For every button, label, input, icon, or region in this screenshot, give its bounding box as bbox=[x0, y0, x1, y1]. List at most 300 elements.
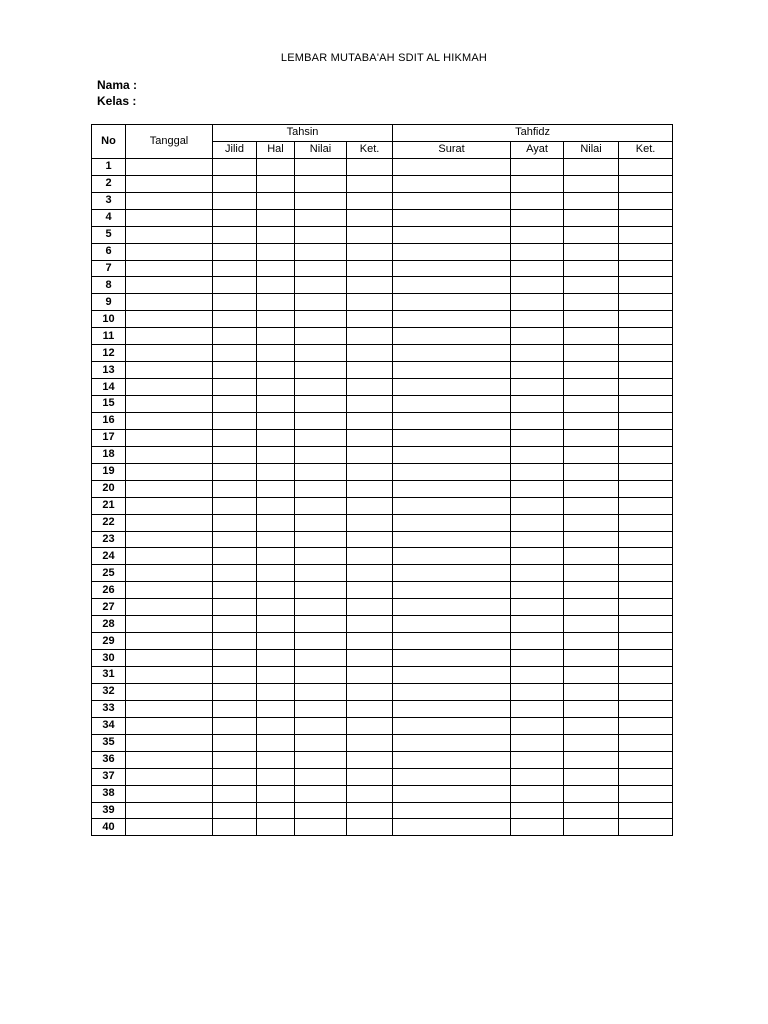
cell-ayat[interactable] bbox=[511, 802, 564, 819]
cell-tahfidz-ket[interactable] bbox=[619, 785, 673, 802]
cell-tahsin-ket[interactable] bbox=[347, 412, 393, 429]
cell-ayat[interactable] bbox=[511, 480, 564, 497]
cell-tahsin-ket[interactable] bbox=[347, 260, 393, 277]
cell-ayat[interactable] bbox=[511, 751, 564, 768]
cell-jilid[interactable] bbox=[213, 209, 257, 226]
cell-tahfidz-ket[interactable] bbox=[619, 260, 673, 277]
cell-tahfidz-ket[interactable] bbox=[619, 345, 673, 362]
cell-tahfidz-nilai[interactable] bbox=[564, 751, 619, 768]
cell-tahfidz-ket[interactable] bbox=[619, 480, 673, 497]
cell-tahsin-nilai[interactable] bbox=[295, 446, 347, 463]
cell-hal[interactable] bbox=[257, 446, 295, 463]
cell-hal[interactable] bbox=[257, 599, 295, 616]
cell-tahsin-nilai[interactable] bbox=[295, 785, 347, 802]
cell-hal[interactable] bbox=[257, 260, 295, 277]
cell-ayat[interactable] bbox=[511, 700, 564, 717]
cell-surat[interactable] bbox=[393, 768, 511, 785]
cell-tahfidz-ket[interactable] bbox=[619, 548, 673, 565]
cell-tanggal[interactable] bbox=[126, 700, 213, 717]
cell-surat[interactable] bbox=[393, 396, 511, 413]
cell-hal[interactable] bbox=[257, 311, 295, 328]
cell-tanggal[interactable] bbox=[126, 599, 213, 616]
cell-hal[interactable] bbox=[257, 158, 295, 175]
cell-tahfidz-nilai[interactable] bbox=[564, 446, 619, 463]
cell-tahsin-ket[interactable] bbox=[347, 717, 393, 734]
cell-tahsin-nilai[interactable] bbox=[295, 497, 347, 514]
cell-jilid[interactable] bbox=[213, 328, 257, 345]
cell-surat[interactable] bbox=[393, 616, 511, 633]
cell-surat[interactable] bbox=[393, 260, 511, 277]
cell-tahsin-nilai[interactable] bbox=[295, 328, 347, 345]
cell-tahfidz-nilai[interactable] bbox=[564, 548, 619, 565]
cell-tahsin-nilai[interactable] bbox=[295, 514, 347, 531]
cell-hal[interactable] bbox=[257, 192, 295, 209]
cell-hal[interactable] bbox=[257, 243, 295, 260]
cell-tahsin-ket[interactable] bbox=[347, 175, 393, 192]
cell-jilid[interactable] bbox=[213, 294, 257, 311]
cell-jilid[interactable] bbox=[213, 429, 257, 446]
cell-jilid[interactable] bbox=[213, 683, 257, 700]
cell-hal[interactable] bbox=[257, 463, 295, 480]
cell-tahfidz-nilai[interactable] bbox=[564, 209, 619, 226]
cell-jilid[interactable] bbox=[213, 226, 257, 243]
cell-tahsin-ket[interactable] bbox=[347, 209, 393, 226]
cell-ayat[interactable] bbox=[511, 277, 564, 294]
cell-tahsin-ket[interactable] bbox=[347, 650, 393, 667]
cell-tanggal[interactable] bbox=[126, 226, 213, 243]
cell-tahsin-ket[interactable] bbox=[347, 480, 393, 497]
cell-tahfidz-nilai[interactable] bbox=[564, 294, 619, 311]
cell-tahfidz-ket[interactable] bbox=[619, 294, 673, 311]
cell-ayat[interactable] bbox=[511, 616, 564, 633]
cell-tanggal[interactable] bbox=[126, 463, 213, 480]
cell-tanggal[interactable] bbox=[126, 158, 213, 175]
cell-tanggal[interactable] bbox=[126, 192, 213, 209]
cell-tanggal[interactable] bbox=[126, 277, 213, 294]
cell-tanggal[interactable] bbox=[126, 667, 213, 684]
cell-ayat[interactable] bbox=[511, 379, 564, 396]
cell-tanggal[interactable] bbox=[126, 260, 213, 277]
cell-jilid[interactable] bbox=[213, 599, 257, 616]
cell-tahfidz-nilai[interactable] bbox=[564, 412, 619, 429]
cell-tanggal[interactable] bbox=[126, 616, 213, 633]
cell-surat[interactable] bbox=[393, 819, 511, 836]
cell-tahsin-nilai[interactable] bbox=[295, 429, 347, 446]
cell-ayat[interactable] bbox=[511, 463, 564, 480]
cell-tahsin-ket[interactable] bbox=[347, 311, 393, 328]
cell-tahsin-ket[interactable] bbox=[347, 226, 393, 243]
cell-tahsin-nilai[interactable] bbox=[295, 396, 347, 413]
cell-tahsin-ket[interactable] bbox=[347, 379, 393, 396]
cell-surat[interactable] bbox=[393, 226, 511, 243]
cell-tahfidz-nilai[interactable] bbox=[564, 785, 619, 802]
cell-tahsin-ket[interactable] bbox=[347, 734, 393, 751]
cell-tanggal[interactable] bbox=[126, 717, 213, 734]
cell-tahsin-ket[interactable] bbox=[347, 294, 393, 311]
cell-tahfidz-ket[interactable] bbox=[619, 226, 673, 243]
cell-ayat[interactable] bbox=[511, 497, 564, 514]
cell-tahfidz-nilai[interactable] bbox=[564, 514, 619, 531]
cell-hal[interactable] bbox=[257, 734, 295, 751]
cell-surat[interactable] bbox=[393, 599, 511, 616]
cell-tahsin-nilai[interactable] bbox=[295, 683, 347, 700]
cell-ayat[interactable] bbox=[511, 328, 564, 345]
cell-tahfidz-nilai[interactable] bbox=[564, 531, 619, 548]
cell-surat[interactable] bbox=[393, 802, 511, 819]
cell-tahfidz-ket[interactable] bbox=[619, 396, 673, 413]
cell-jilid[interactable] bbox=[213, 717, 257, 734]
cell-tahfidz-nilai[interactable] bbox=[564, 158, 619, 175]
cell-tahsin-ket[interactable] bbox=[347, 446, 393, 463]
cell-tahfidz-ket[interactable] bbox=[619, 277, 673, 294]
cell-tahsin-ket[interactable] bbox=[347, 700, 393, 717]
cell-tahfidz-nilai[interactable] bbox=[564, 226, 619, 243]
cell-tanggal[interactable] bbox=[126, 412, 213, 429]
cell-tahfidz-nilai[interactable] bbox=[564, 243, 619, 260]
cell-tahsin-nilai[interactable] bbox=[295, 362, 347, 379]
cell-tahfidz-ket[interactable] bbox=[619, 734, 673, 751]
cell-ayat[interactable] bbox=[511, 633, 564, 650]
cell-jilid[interactable] bbox=[213, 412, 257, 429]
cell-ayat[interactable] bbox=[511, 650, 564, 667]
cell-tahsin-ket[interactable] bbox=[347, 785, 393, 802]
cell-ayat[interactable] bbox=[511, 412, 564, 429]
cell-tahsin-nilai[interactable] bbox=[295, 734, 347, 751]
cell-tanggal[interactable] bbox=[126, 243, 213, 260]
cell-tahsin-ket[interactable] bbox=[347, 667, 393, 684]
cell-tahfidz-nilai[interactable] bbox=[564, 599, 619, 616]
cell-surat[interactable] bbox=[393, 667, 511, 684]
cell-hal[interactable] bbox=[257, 768, 295, 785]
cell-tanggal[interactable] bbox=[126, 582, 213, 599]
cell-tahsin-nilai[interactable] bbox=[295, 751, 347, 768]
cell-hal[interactable] bbox=[257, 175, 295, 192]
cell-ayat[interactable] bbox=[511, 683, 564, 700]
cell-surat[interactable] bbox=[393, 446, 511, 463]
cell-ayat[interactable] bbox=[511, 582, 564, 599]
cell-tahfidz-nilai[interactable] bbox=[564, 311, 619, 328]
cell-ayat[interactable] bbox=[511, 514, 564, 531]
cell-ayat[interactable] bbox=[511, 429, 564, 446]
cell-hal[interactable] bbox=[257, 819, 295, 836]
cell-tahfidz-nilai[interactable] bbox=[564, 768, 619, 785]
cell-jilid[interactable] bbox=[213, 192, 257, 209]
cell-hal[interactable] bbox=[257, 683, 295, 700]
cell-surat[interactable] bbox=[393, 158, 511, 175]
cell-tahfidz-ket[interactable] bbox=[619, 192, 673, 209]
cell-surat[interactable] bbox=[393, 379, 511, 396]
cell-tanggal[interactable] bbox=[126, 396, 213, 413]
cell-jilid[interactable] bbox=[213, 396, 257, 413]
cell-tanggal[interactable] bbox=[126, 531, 213, 548]
cell-tahfidz-ket[interactable] bbox=[619, 650, 673, 667]
cell-surat[interactable] bbox=[393, 412, 511, 429]
cell-tahfidz-nilai[interactable] bbox=[564, 717, 619, 734]
cell-ayat[interactable] bbox=[511, 311, 564, 328]
cell-tahfidz-ket[interactable] bbox=[619, 751, 673, 768]
cell-tahfidz-ket[interactable] bbox=[619, 683, 673, 700]
cell-tanggal[interactable] bbox=[126, 565, 213, 582]
cell-jilid[interactable] bbox=[213, 345, 257, 362]
cell-ayat[interactable] bbox=[511, 819, 564, 836]
cell-jilid[interactable] bbox=[213, 650, 257, 667]
cell-jilid[interactable] bbox=[213, 446, 257, 463]
cell-jilid[interactable] bbox=[213, 243, 257, 260]
cell-ayat[interactable] bbox=[511, 209, 564, 226]
cell-tahsin-nilai[interactable] bbox=[295, 717, 347, 734]
cell-tahsin-ket[interactable] bbox=[347, 345, 393, 362]
cell-tahsin-nilai[interactable] bbox=[295, 463, 347, 480]
cell-tanggal[interactable] bbox=[126, 785, 213, 802]
cell-ayat[interactable] bbox=[511, 446, 564, 463]
cell-jilid[interactable] bbox=[213, 633, 257, 650]
cell-tanggal[interactable] bbox=[126, 345, 213, 362]
cell-surat[interactable] bbox=[393, 582, 511, 599]
cell-tahfidz-ket[interactable] bbox=[619, 429, 673, 446]
cell-tahfidz-ket[interactable] bbox=[619, 514, 673, 531]
cell-tahsin-ket[interactable] bbox=[347, 768, 393, 785]
cell-tahfidz-nilai[interactable] bbox=[564, 328, 619, 345]
cell-tahsin-ket[interactable] bbox=[347, 277, 393, 294]
cell-tahsin-nilai[interactable] bbox=[295, 819, 347, 836]
cell-tahfidz-nilai[interactable] bbox=[564, 734, 619, 751]
cell-ayat[interactable] bbox=[511, 243, 564, 260]
cell-jilid[interactable] bbox=[213, 582, 257, 599]
cell-surat[interactable] bbox=[393, 531, 511, 548]
cell-tahsin-nilai[interactable] bbox=[295, 311, 347, 328]
cell-tanggal[interactable] bbox=[126, 633, 213, 650]
cell-jilid[interactable] bbox=[213, 734, 257, 751]
cell-ayat[interactable] bbox=[511, 260, 564, 277]
cell-surat[interactable] bbox=[393, 751, 511, 768]
cell-tahsin-nilai[interactable] bbox=[295, 294, 347, 311]
cell-surat[interactable] bbox=[393, 548, 511, 565]
cell-surat[interactable] bbox=[393, 463, 511, 480]
cell-hal[interactable] bbox=[257, 497, 295, 514]
cell-jilid[interactable] bbox=[213, 311, 257, 328]
cell-tahfidz-ket[interactable] bbox=[619, 616, 673, 633]
cell-surat[interactable] bbox=[393, 192, 511, 209]
cell-jilid[interactable] bbox=[213, 463, 257, 480]
cell-surat[interactable] bbox=[393, 633, 511, 650]
cell-ayat[interactable] bbox=[511, 548, 564, 565]
cell-ayat[interactable] bbox=[511, 734, 564, 751]
cell-jilid[interactable] bbox=[213, 700, 257, 717]
cell-tahfidz-ket[interactable] bbox=[619, 412, 673, 429]
cell-tahfidz-ket[interactable] bbox=[619, 209, 673, 226]
cell-ayat[interactable] bbox=[511, 362, 564, 379]
cell-tahfidz-ket[interactable] bbox=[619, 497, 673, 514]
cell-surat[interactable] bbox=[393, 294, 511, 311]
cell-tanggal[interactable] bbox=[126, 175, 213, 192]
cell-ayat[interactable] bbox=[511, 226, 564, 243]
cell-hal[interactable] bbox=[257, 379, 295, 396]
cell-ayat[interactable] bbox=[511, 717, 564, 734]
cell-tahfidz-nilai[interactable] bbox=[564, 582, 619, 599]
cell-tahfidz-ket[interactable] bbox=[619, 531, 673, 548]
cell-hal[interactable] bbox=[257, 362, 295, 379]
cell-tahsin-nilai[interactable] bbox=[295, 768, 347, 785]
cell-hal[interactable] bbox=[257, 429, 295, 446]
cell-tanggal[interactable] bbox=[126, 548, 213, 565]
cell-tahsin-ket[interactable] bbox=[347, 396, 393, 413]
cell-tahsin-ket[interactable] bbox=[347, 802, 393, 819]
cell-tanggal[interactable] bbox=[126, 497, 213, 514]
cell-jilid[interactable] bbox=[213, 277, 257, 294]
cell-tahsin-nilai[interactable] bbox=[295, 565, 347, 582]
cell-tahfidz-ket[interactable] bbox=[619, 328, 673, 345]
cell-ayat[interactable] bbox=[511, 396, 564, 413]
cell-tahfidz-ket[interactable] bbox=[619, 819, 673, 836]
cell-tahsin-ket[interactable] bbox=[347, 362, 393, 379]
cell-tahfidz-nilai[interactable] bbox=[564, 429, 619, 446]
cell-jilid[interactable] bbox=[213, 785, 257, 802]
cell-tahsin-ket[interactable] bbox=[347, 751, 393, 768]
cell-surat[interactable] bbox=[393, 345, 511, 362]
cell-jilid[interactable] bbox=[213, 260, 257, 277]
cell-jilid[interactable] bbox=[213, 802, 257, 819]
cell-hal[interactable] bbox=[257, 412, 295, 429]
cell-tahsin-nilai[interactable] bbox=[295, 599, 347, 616]
cell-tahfidz-ket[interactable] bbox=[619, 243, 673, 260]
cell-jilid[interactable] bbox=[213, 667, 257, 684]
cell-tahsin-nilai[interactable] bbox=[295, 582, 347, 599]
cell-tahsin-nilai[interactable] bbox=[295, 531, 347, 548]
cell-tanggal[interactable] bbox=[126, 734, 213, 751]
cell-tahfidz-nilai[interactable] bbox=[564, 345, 619, 362]
cell-hal[interactable] bbox=[257, 616, 295, 633]
cell-tahfidz-nilai[interactable] bbox=[564, 683, 619, 700]
cell-hal[interactable] bbox=[257, 514, 295, 531]
cell-jilid[interactable] bbox=[213, 768, 257, 785]
cell-hal[interactable] bbox=[257, 328, 295, 345]
cell-jilid[interactable] bbox=[213, 531, 257, 548]
cell-tahsin-nilai[interactable] bbox=[295, 192, 347, 209]
cell-ayat[interactable] bbox=[511, 599, 564, 616]
cell-ayat[interactable] bbox=[511, 175, 564, 192]
cell-tahfidz-nilai[interactable] bbox=[564, 565, 619, 582]
cell-tahsin-nilai[interactable] bbox=[295, 412, 347, 429]
cell-ayat[interactable] bbox=[511, 785, 564, 802]
cell-tanggal[interactable] bbox=[126, 328, 213, 345]
cell-tahsin-ket[interactable] bbox=[347, 463, 393, 480]
cell-tanggal[interactable] bbox=[126, 650, 213, 667]
cell-tahsin-ket[interactable] bbox=[347, 582, 393, 599]
cell-hal[interactable] bbox=[257, 582, 295, 599]
cell-hal[interactable] bbox=[257, 802, 295, 819]
cell-hal[interactable] bbox=[257, 209, 295, 226]
cell-tahfidz-nilai[interactable] bbox=[564, 802, 619, 819]
cell-hal[interactable] bbox=[257, 667, 295, 684]
cell-hal[interactable] bbox=[257, 226, 295, 243]
cell-tahsin-ket[interactable] bbox=[347, 819, 393, 836]
cell-ayat[interactable] bbox=[511, 294, 564, 311]
cell-surat[interactable] bbox=[393, 311, 511, 328]
cell-tahsin-nilai[interactable] bbox=[295, 209, 347, 226]
cell-tahsin-ket[interactable] bbox=[347, 565, 393, 582]
cell-tahsin-ket[interactable] bbox=[347, 531, 393, 548]
cell-jilid[interactable] bbox=[213, 158, 257, 175]
cell-tahsin-nilai[interactable] bbox=[295, 633, 347, 650]
cell-tahfidz-ket[interactable] bbox=[619, 175, 673, 192]
cell-jilid[interactable] bbox=[213, 362, 257, 379]
cell-tahsin-ket[interactable] bbox=[347, 192, 393, 209]
cell-ayat[interactable] bbox=[511, 158, 564, 175]
cell-surat[interactable] bbox=[393, 785, 511, 802]
cell-tanggal[interactable] bbox=[126, 311, 213, 328]
cell-tahfidz-ket[interactable] bbox=[619, 599, 673, 616]
cell-hal[interactable] bbox=[257, 565, 295, 582]
cell-tanggal[interactable] bbox=[126, 480, 213, 497]
cell-tahfidz-ket[interactable] bbox=[619, 768, 673, 785]
cell-tanggal[interactable] bbox=[126, 768, 213, 785]
cell-tahsin-nilai[interactable] bbox=[295, 345, 347, 362]
cell-jilid[interactable] bbox=[213, 548, 257, 565]
cell-tanggal[interactable] bbox=[126, 379, 213, 396]
cell-tahfidz-ket[interactable] bbox=[619, 379, 673, 396]
cell-hal[interactable] bbox=[257, 396, 295, 413]
cell-ayat[interactable] bbox=[511, 531, 564, 548]
cell-hal[interactable] bbox=[257, 785, 295, 802]
cell-tahsin-nilai[interactable] bbox=[295, 260, 347, 277]
cell-tanggal[interactable] bbox=[126, 683, 213, 700]
cell-tahfidz-ket[interactable] bbox=[619, 582, 673, 599]
cell-hal[interactable] bbox=[257, 633, 295, 650]
cell-surat[interactable] bbox=[393, 700, 511, 717]
cell-surat[interactable] bbox=[393, 497, 511, 514]
cell-tahsin-ket[interactable] bbox=[347, 548, 393, 565]
cell-tahsin-ket[interactable] bbox=[347, 158, 393, 175]
cell-tanggal[interactable] bbox=[126, 514, 213, 531]
cell-jilid[interactable] bbox=[213, 497, 257, 514]
cell-jilid[interactable] bbox=[213, 480, 257, 497]
cell-tahfidz-ket[interactable] bbox=[619, 463, 673, 480]
cell-tahfidz-ket[interactable] bbox=[619, 565, 673, 582]
cell-tahfidz-ket[interactable] bbox=[619, 802, 673, 819]
cell-tahsin-ket[interactable] bbox=[347, 497, 393, 514]
cell-surat[interactable] bbox=[393, 243, 511, 260]
cell-tahfidz-nilai[interactable] bbox=[564, 379, 619, 396]
cell-tahfidz-nilai[interactable] bbox=[564, 616, 619, 633]
cell-hal[interactable] bbox=[257, 751, 295, 768]
cell-tahfidz-ket[interactable] bbox=[619, 362, 673, 379]
cell-tanggal[interactable] bbox=[126, 802, 213, 819]
cell-hal[interactable] bbox=[257, 294, 295, 311]
cell-jilid[interactable] bbox=[213, 514, 257, 531]
cell-tahfidz-nilai[interactable] bbox=[564, 192, 619, 209]
cell-ayat[interactable] bbox=[511, 192, 564, 209]
cell-tanggal[interactable] bbox=[126, 819, 213, 836]
cell-surat[interactable] bbox=[393, 717, 511, 734]
cell-tahsin-nilai[interactable] bbox=[295, 175, 347, 192]
cell-jilid[interactable] bbox=[213, 616, 257, 633]
cell-hal[interactable] bbox=[257, 717, 295, 734]
cell-tanggal[interactable] bbox=[126, 446, 213, 463]
cell-tahfidz-ket[interactable] bbox=[619, 700, 673, 717]
cell-tahfidz-nilai[interactable] bbox=[564, 700, 619, 717]
cell-surat[interactable] bbox=[393, 277, 511, 294]
cell-tahsin-nilai[interactable] bbox=[295, 616, 347, 633]
cell-tahfidz-ket[interactable] bbox=[619, 158, 673, 175]
cell-surat[interactable] bbox=[393, 565, 511, 582]
cell-surat[interactable] bbox=[393, 683, 511, 700]
cell-surat[interactable] bbox=[393, 175, 511, 192]
cell-hal[interactable] bbox=[257, 700, 295, 717]
cell-tahsin-nilai[interactable] bbox=[295, 243, 347, 260]
cell-hal[interactable] bbox=[257, 650, 295, 667]
cell-tahsin-nilai[interactable] bbox=[295, 548, 347, 565]
cell-surat[interactable] bbox=[393, 328, 511, 345]
